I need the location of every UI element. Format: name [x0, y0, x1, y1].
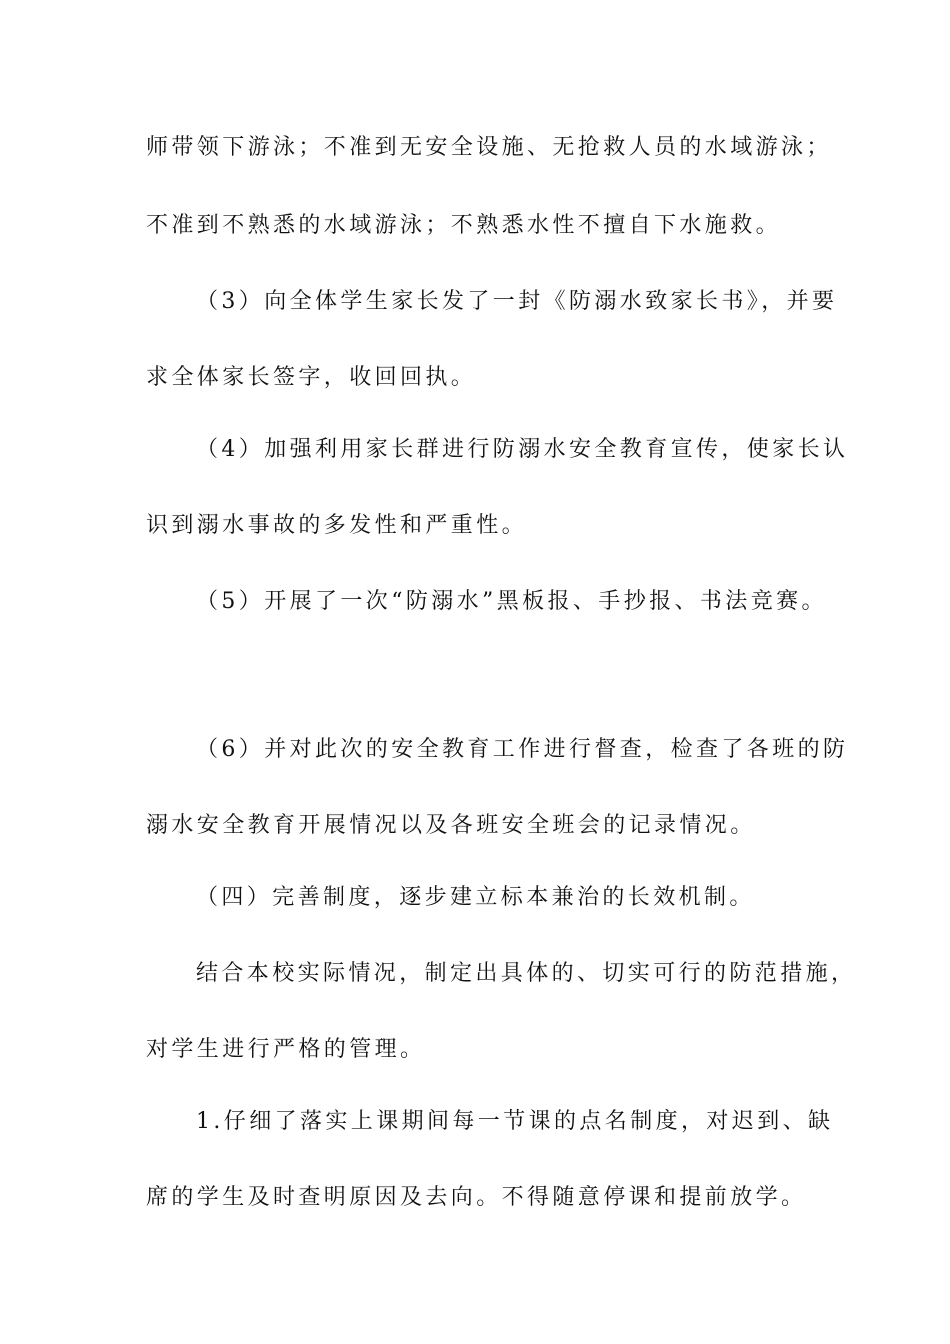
paragraph-start: 结合本校实际情况，制定出具体的、切实可行的防范措施， [196, 961, 857, 986]
text-line: 席的学生及时查明原因及去向。不得随意停课和提前放学。 [146, 1185, 807, 1210]
paragraph-6-start: （6）并对此次的安全教育工作进行督查，检查了各班的防 [196, 737, 849, 762]
paragraph-5: （5）开展了一次“防溺水”黑板报、手抄报、书法竞赛。 [196, 589, 827, 614]
text-line: 师带领下游泳；不准到无安全设施、无抢救人员的水域游泳； [146, 135, 832, 160]
text-line: 溺水安全教育开展情况以及各班安全班会的记录情况。 [146, 813, 756, 838]
paragraph-3-start: （3）向全体学生家长发了一封《防溺水致家长书》，并要 [196, 289, 838, 314]
paragraph-4-start: （4）加强利用家长群进行防溺水安全教育宣传，使家长认 [196, 437, 849, 462]
text-line: 不准到不熟悉的水域游泳；不熟悉水性不擅自下水施救。 [146, 213, 782, 238]
section-heading-4: （四）完善制度，逐步建立标本兼治的长效机制。 [196, 885, 755, 910]
text-line: 求全体家长签字，收回回执。 [146, 365, 477, 390]
item-1-start: 1.仔细了落实上课期间每一节课的点名制度，对迟到、缺 [196, 1109, 834, 1134]
text-line: 对学生进行严格的管理。 [146, 1037, 426, 1062]
text-line: 识到溺水事故的多发性和严重性。 [146, 513, 528, 538]
